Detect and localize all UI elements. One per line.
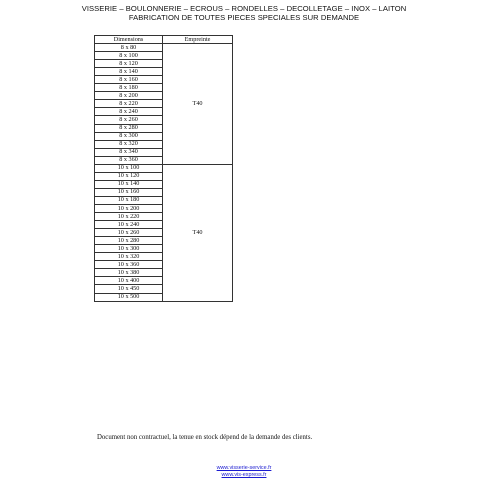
dimension-cell: 10 x 180 bbox=[95, 196, 163, 204]
dimension-cell: 10 x 450 bbox=[95, 285, 163, 293]
dimension-cell: 10 x 320 bbox=[95, 253, 163, 261]
dimension-cell: 10 x 260 bbox=[95, 229, 163, 237]
column-header-dimensions: Dimensions bbox=[95, 36, 163, 44]
dimension-cell: 8 x 340 bbox=[95, 148, 163, 156]
dimension-cell: 8 x 280 bbox=[95, 124, 163, 132]
empreinte-cell: T40 bbox=[163, 164, 233, 301]
dimension-cell: 8 x 100 bbox=[95, 52, 163, 60]
dimension-cell: 8 x 320 bbox=[95, 140, 163, 148]
dimension-cell: 8 x 220 bbox=[95, 100, 163, 108]
dimension-cell: 8 x 180 bbox=[95, 84, 163, 92]
dimension-cell: 10 x 500 bbox=[95, 293, 163, 301]
dimension-cell: 10 x 240 bbox=[95, 221, 163, 229]
dimension-cell: 10 x 280 bbox=[95, 237, 163, 245]
table-header-row bbox=[95, 36, 233, 44]
empreinte-cell: T40 bbox=[163, 44, 233, 165]
dimension-cell: 8 x 140 bbox=[95, 68, 163, 76]
dimension-cell: 10 x 300 bbox=[95, 245, 163, 253]
link-vis-express[interactable]: www.vis-express.fr bbox=[221, 472, 267, 478]
table-body bbox=[95, 44, 233, 302]
table-row bbox=[95, 44, 233, 52]
dimension-cell: 8 x 160 bbox=[95, 76, 163, 84]
dimension-cell: 10 x 220 bbox=[95, 213, 163, 221]
table-row bbox=[95, 164, 233, 172]
dimension-cell: 10 x 160 bbox=[95, 188, 163, 196]
dimensions-table bbox=[94, 35, 233, 302]
dimension-cell: 10 x 100 bbox=[95, 164, 163, 172]
header-line-1: VISSERIE – BOULONNERIE – ECROUS – RONDELLES – DECOLLETAGE – INOX – LAITON bbox=[81, 4, 407, 13]
column-header-empreinte: Empreinte bbox=[163, 36, 233, 44]
dimension-cell: 10 x 140 bbox=[95, 180, 163, 188]
dimension-cell: 8 x 360 bbox=[95, 156, 163, 164]
page-header bbox=[0, 4, 488, 22]
link-visserie-service[interactable]: www.visserie-service.fr bbox=[216, 465, 272, 471]
dimension-cell: 8 x 260 bbox=[95, 116, 163, 124]
dimension-cell: 8 x 240 bbox=[95, 108, 163, 116]
disclaimer-note: Document non contractuel, la tenue en stock dépend de la demande des clients. bbox=[97, 434, 313, 441]
header-line-2: FABRICATION DE TOUTES PIECES SPECIALES SUR DEMANDE bbox=[128, 13, 360, 22]
dimension-cell: 10 x 360 bbox=[95, 261, 163, 269]
dimension-cell: 10 x 380 bbox=[95, 269, 163, 277]
dimension-cell: 10 x 400 bbox=[95, 277, 163, 285]
dimension-cell: 10 x 120 bbox=[95, 172, 163, 180]
footer-links bbox=[0, 465, 488, 479]
dimension-cell: 10 x 200 bbox=[95, 204, 163, 212]
dimension-cell: 8 x 300 bbox=[95, 132, 163, 140]
dimension-cell: 8 x 80 bbox=[95, 44, 163, 52]
dimension-cell: 8 x 200 bbox=[95, 92, 163, 100]
dimension-cell: 8 x 120 bbox=[95, 60, 163, 68]
